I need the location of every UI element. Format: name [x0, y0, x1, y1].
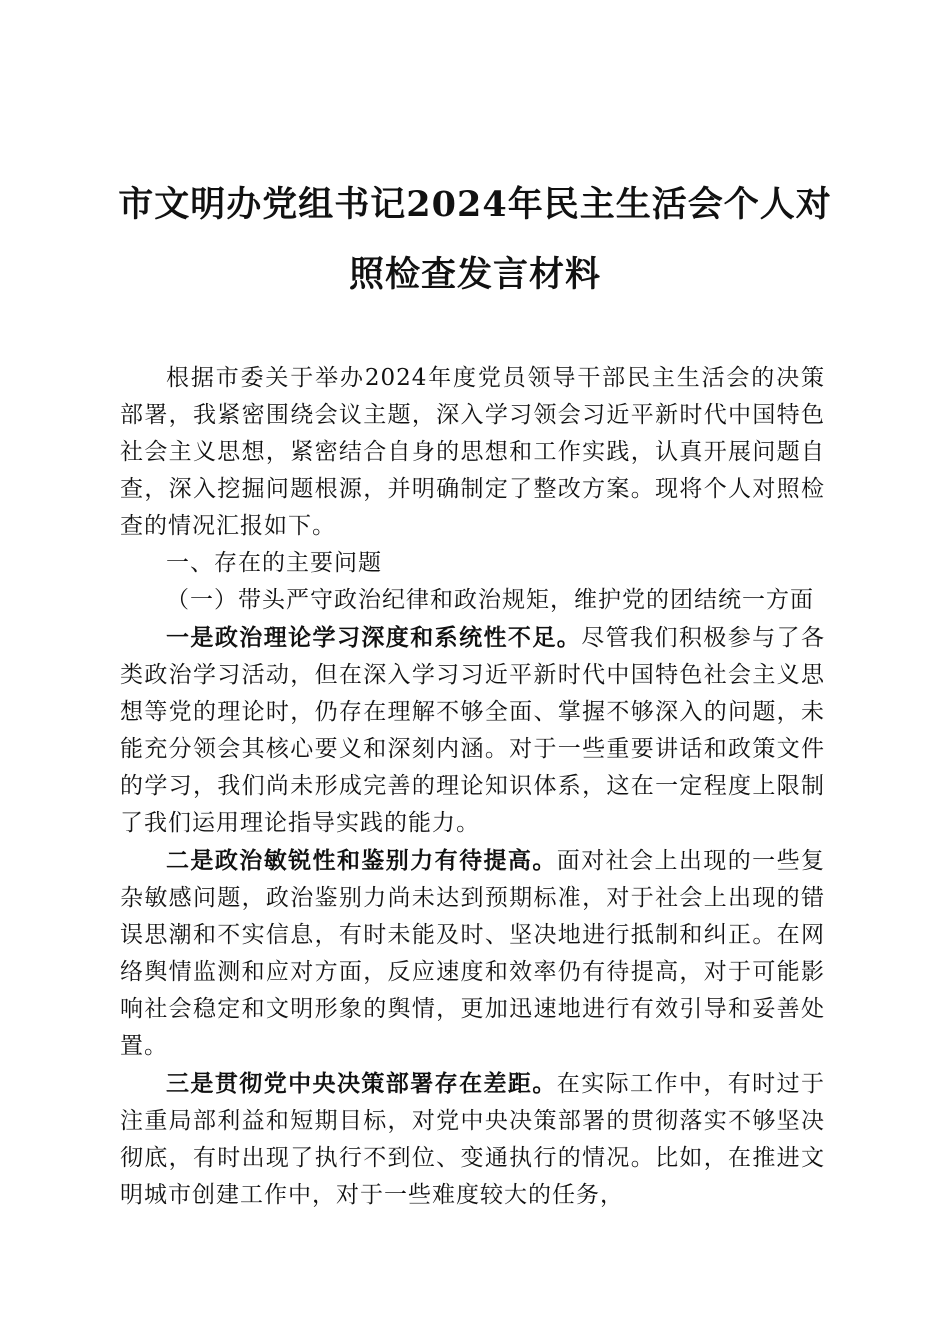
title-line-2: 照检查发言材料	[348, 254, 601, 295]
point-1-text: 尽管我们积极参与了各类政治学习活动，但在深入学习习近平新时代中国特色社会主义思想等党的理论时，仍存在理解不够全面、掌握不够深入的问题，未能充分领会其核心要义和深刻内涵。对于一些重要讲话和政策文件的学习，我们尚未形成完善的理论知识体系，这在一定程度上限制了我们运用理论指导实践的能力。	[120, 625, 826, 836]
document-body	[120, 360, 825, 1214]
point-3-lead: 三是贯彻党中央决策部署存在差距。	[166, 1070, 557, 1097]
point-1-paragraph	[120, 619, 825, 842]
title-line-1: 市文明办党组书记2024年民主生活会个人对	[118, 184, 832, 225]
section-heading: 一、存在的主要问题	[166, 550, 382, 576]
point-1-lead: 一是政治理论学习深度和系统性不足。	[166, 624, 582, 651]
point-2-lead: 二是政治敏锐性和鉴别力有待提高。	[166, 847, 557, 874]
point-2-text: 面对社会上出现的一些复杂敏感问题，政治鉴别力尚未达到预期标准，对于社会上出现的错误思潮和不实信息，有时未能及时、坚决地进行抵制和纠正。在网络舆情监测和应对方面，反应速度和效率仍有待提高，对于可能影响社会稳定和文明形象的舆情，更加迅速地进行有效引导和妥善处置。	[120, 848, 826, 1059]
point-3-paragraph	[120, 1065, 825, 1214]
point-2-paragraph	[120, 842, 825, 1065]
subsection-heading: （一）带头严守政治纪律和政治规矩，维护党的团结统一方面	[166, 587, 814, 613]
point-3-text: 在实际工作中，有时过于注重局部利益和短期目标，对党中央决策部署的贯彻落实不够坚决彻底，有时出现了执行不到位、变通执行的情况。比如，在推进文明城市创建工作中，对于一些难度较大的任务，	[120, 1071, 826, 1208]
intro-paragraph: 根据市委关于举办2024年度党员领导干部民主生活会的决策部署，我紧密围绕会议主题，深入学习领会习近平新时代中国特色社会主义思想，紧密结合自身的思想和工作实践，认真开展问题自查，深入挖掘问题根源，并明确制定了整改方案。现将个人对照检查的情况汇报如下。	[120, 365, 825, 539]
document-title	[110, 170, 840, 310]
